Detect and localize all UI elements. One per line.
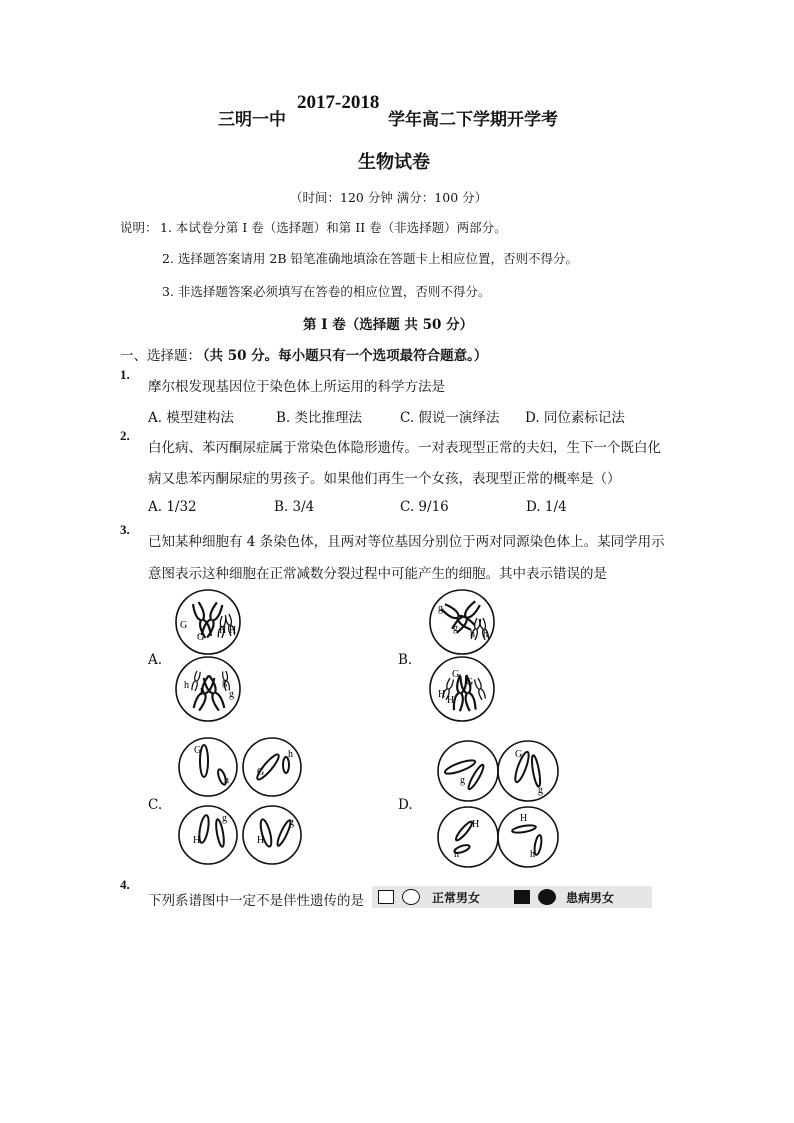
gene-label: H <box>229 625 237 636</box>
figure-label-c: C. <box>148 797 163 813</box>
gene-label: H <box>447 695 455 706</box>
option-a: A. 模型建构法 <box>148 410 234 426</box>
gene-label: h <box>470 629 475 640</box>
gene-label: g <box>222 677 227 688</box>
section-label: 一、选择题： <box>120 348 201 364</box>
school-name: 三明一中 <box>218 110 286 130</box>
gene-label: H <box>193 835 201 846</box>
cell-a-top <box>176 590 240 654</box>
option-b: B. 类比推理法 <box>276 410 363 426</box>
legend-normal-label: 正常男女 <box>432 891 481 905</box>
question-stem-line: 白化病、苯丙酮尿症属于常染色体隐形遗传。一对表现型正常的夫妇，生下一个既白化 <box>148 440 661 456</box>
normal-male-square-icon <box>378 890 394 904</box>
gene-label: G <box>466 677 474 688</box>
gene-label: G <box>452 669 460 680</box>
option-c: C. 9/16 <box>400 499 449 515</box>
question-stem-line: 已知某种细胞有 4 条染色体，且两对等位基因分别位于两对同源染色体上。某同学用示 <box>148 534 665 550</box>
gene-label: G <box>257 767 265 778</box>
cell-diagrams <box>0 585 794 885</box>
figure-label-b: B. <box>398 652 413 668</box>
pedigree-legend <box>372 886 652 908</box>
option-c: C. 假说一演绎法 <box>400 410 500 426</box>
figure-label-d: D. <box>398 797 413 813</box>
gene-label: g <box>453 623 458 634</box>
gene-label: G <box>197 632 205 643</box>
part1-title: 第 I 卷（选择题 共 50 分） <box>303 317 474 333</box>
gene-label: H <box>520 813 528 824</box>
affected-female-circle-icon <box>538 889 556 905</box>
cell-c-1 <box>179 738 237 796</box>
gene-label: g <box>222 813 227 824</box>
gene-label: h <box>483 629 488 640</box>
term-title: 学年高二下学期开学考 <box>388 110 558 130</box>
cell-b-bottom <box>430 657 494 721</box>
gene-label: h <box>184 680 189 691</box>
note-item: 1. 本试卷分第 I 卷（选择题）和第 II 卷（非选择题）两部分。 <box>160 220 507 235</box>
cell-b-top <box>430 590 494 654</box>
gene-label: g <box>460 775 465 786</box>
gene-label: H <box>257 835 265 846</box>
option-a: A. 1/32 <box>148 499 197 515</box>
gene-label: h <box>224 775 229 786</box>
gene-label: g <box>289 817 294 828</box>
question-stem: 摩尔根发现基因位于染色体上所运用的科学方法是 <box>148 379 445 395</box>
cell-a-bottom <box>176 657 240 721</box>
option-b: B. 3/4 <box>274 499 315 515</box>
gene-label: g <box>229 689 234 700</box>
note-item: 3. 非选择题答案必须填写在答卷的相应位置，否则不得分。 <box>162 284 491 299</box>
note-item: 2. 选择题答案请用 2B 铅笔准确地填涂在答题卡上相应位置，否则不得分。 <box>162 251 578 266</box>
cell-d-3 <box>438 807 498 867</box>
gene-label: G <box>515 749 523 760</box>
gene-label: H <box>219 625 227 636</box>
gene-label: h <box>530 849 535 860</box>
question-stem-line: 病又患苯丙酮尿症的男孩子。如果他们再生一个女孩，表现型正常的概率是（） <box>148 471 621 487</box>
gene-label: G <box>194 745 202 756</box>
cell-d-1 <box>438 741 498 801</box>
cell-d-2 <box>498 741 558 801</box>
gene-label: h <box>200 687 205 698</box>
normal-female-circle-icon <box>402 889 420 905</box>
question-number: 4. <box>120 877 130 892</box>
question-number: 2. <box>120 428 130 443</box>
question-number: 3. <box>120 522 130 537</box>
gene-label: g <box>538 785 543 796</box>
gene-label: g <box>438 603 443 614</box>
gene-label: H <box>438 689 446 700</box>
figure-label-a: A. <box>148 652 163 668</box>
time-info: （时间：120 分钟 满分：100 分） <box>290 190 488 205</box>
option-d: D. 同位素标记法 <box>525 410 625 426</box>
question-stem-line: 意图表示这种细胞在正常减数分裂过程中可能产生的细胞。其中表示错误的是 <box>148 566 607 582</box>
question-stem: 下列系谱图中一定不是伴性遗传的是 <box>148 893 364 909</box>
gene-label: h <box>454 849 459 860</box>
affected-male-square-icon <box>514 890 530 904</box>
subject-title: 生物试卷 <box>358 152 430 173</box>
gene-label: H <box>472 819 480 830</box>
legend-affected-label: 患病男女 <box>566 891 615 905</box>
notes-lead: 说明： <box>120 220 158 235</box>
cell-d-4 <box>498 807 558 867</box>
cell-c-3 <box>179 806 237 864</box>
cell-c-2 <box>243 738 301 796</box>
gene-label: h <box>288 749 293 760</box>
cell-c-4 <box>243 806 301 864</box>
section-description: （共 50 分。每小题只有一个选项最符合题意。） <box>196 348 488 364</box>
gene-label: G <box>180 620 188 631</box>
option-d: D. 1/4 <box>526 499 567 515</box>
school-year: 2017-2018 <box>297 92 380 113</box>
question-number: 1. <box>120 367 130 382</box>
